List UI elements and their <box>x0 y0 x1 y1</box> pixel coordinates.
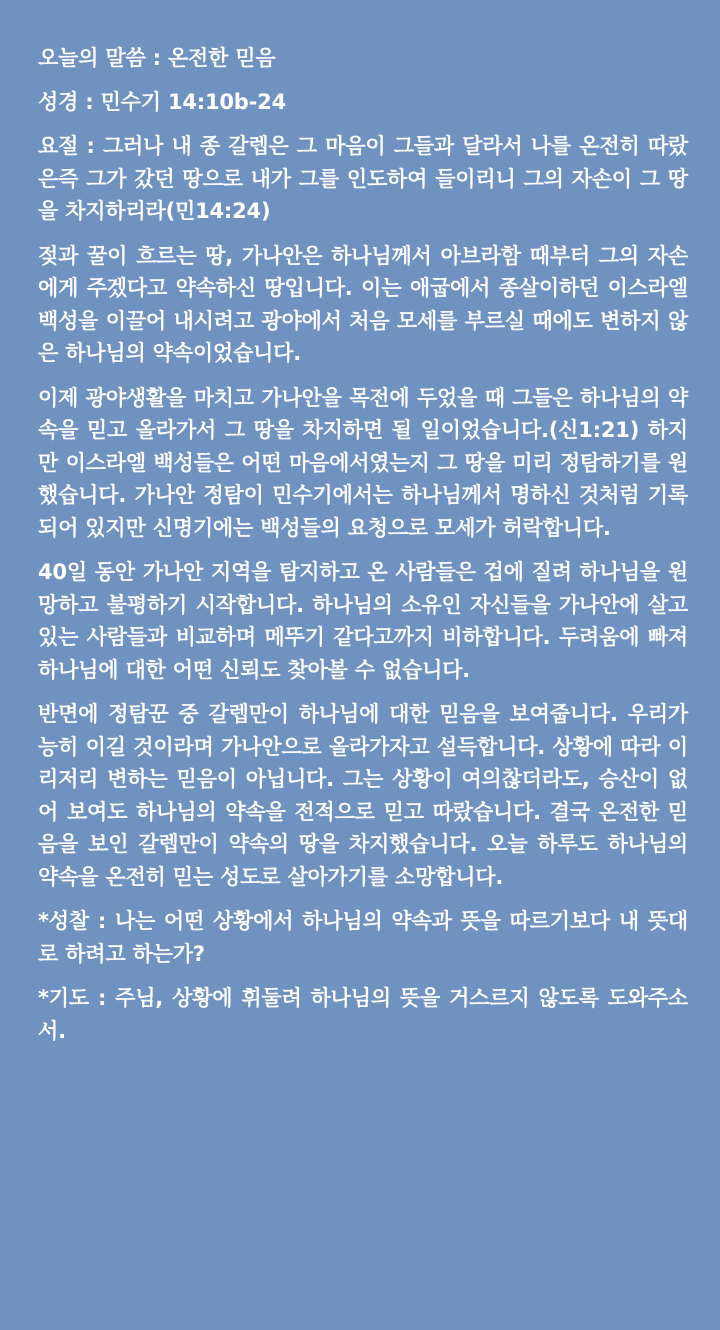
body-paragraph-1: 젖과 꿀이 흐르는 땅, 가나안은 하나님께서 아브라함 때부터 그의 자손에게 주겠다고 약속하신 땅입니다. 이는 애굽에서 종살이하던 이스라엘 백성을 이끌어 내시려고 광야에서 처음 모세를 부르실 때에도 변하지 않은 하나님의 약속이었습니다. <box>38 243 688 365</box>
body-paragraph-4: 반면에 정탐꾼 중 갈렙만이 하나님에 대한 믿음을 보여줍니다. 우리가 능히 이길 것이라며 가나안으로 올라가자고 설득합니다. 상황에 따라 이리저리 변하는 믿음이 아닙니다. 그는 상황이 여의찮더라도, 승산이 없어 보여도 하나님의 약속을 전적으로 믿고 따랐습니다. 결국 온전한 믿음을 보인 갈렙만이 약속의 땅을 차지했습니다. 오늘 하루도 하나님의 약속을 온전히 믿는 성도로 살아가기를 소망합니다. <box>38 702 688 889</box>
prayer: *기도 : 주님, 상황에 휘둘려 하나님의 뜻을 거스르지 않도록 도와주소서. <box>38 986 688 1043</box>
devotional-title: 오늘의 말씀 : 온전한 믿음 <box>38 46 276 70</box>
body-paragraph-2: 이제 광야생활을 마치고 가나안을 목전에 두었을 때 그들은 하나님의 약속을 믿고 올라가서 그 땅을 차지하면 될 일이었습니다.(신1:21) 하지만 이스라엘 백성들은 어떤 마음에서였는지 그 땅을 미리 정탐하기를 원했습니다. 가나안 정탐이 민수기에서는 하나님께서 명하신 것처럼 기록되어 있지만 신명기에는 백성들의 요청으로 모세가 허락합니다. <box>38 385 688 540</box>
body-paragraph-3: 40일 동안 가나안 지역을 탐지하고 온 사람들은 겁에 질려 하나님을 원망하고 불평하기 시작합니다. 하나님의 소유인 자신들을 가나안에 살고 있는 사람들과 비교하며 메뚜기 같다고까지 비하합니다. 두려움에 빠져 하나님에 대한 어떤 신뢰도 찾아볼 수 없습니다. <box>38 560 688 682</box>
scripture-reference: 성경 : 민수기 14:10b-24 <box>38 90 286 114</box>
reflection-question: *성찰 : 나는 어떤 상황에서 하나님의 약속과 뜻을 따르기보다 내 뜻대로 하려고 하는가? <box>38 909 688 966</box>
key-verse: 요절 : 그러나 내 종 갈렙은 그 마음이 그들과 달라서 나를 온전히 따랐은즉 그가 갔던 땅으로 내가 그를 인도하여 들이리니 그의 자손이 그 땅을 차지하리라(민14:24) <box>38 134 688 223</box>
